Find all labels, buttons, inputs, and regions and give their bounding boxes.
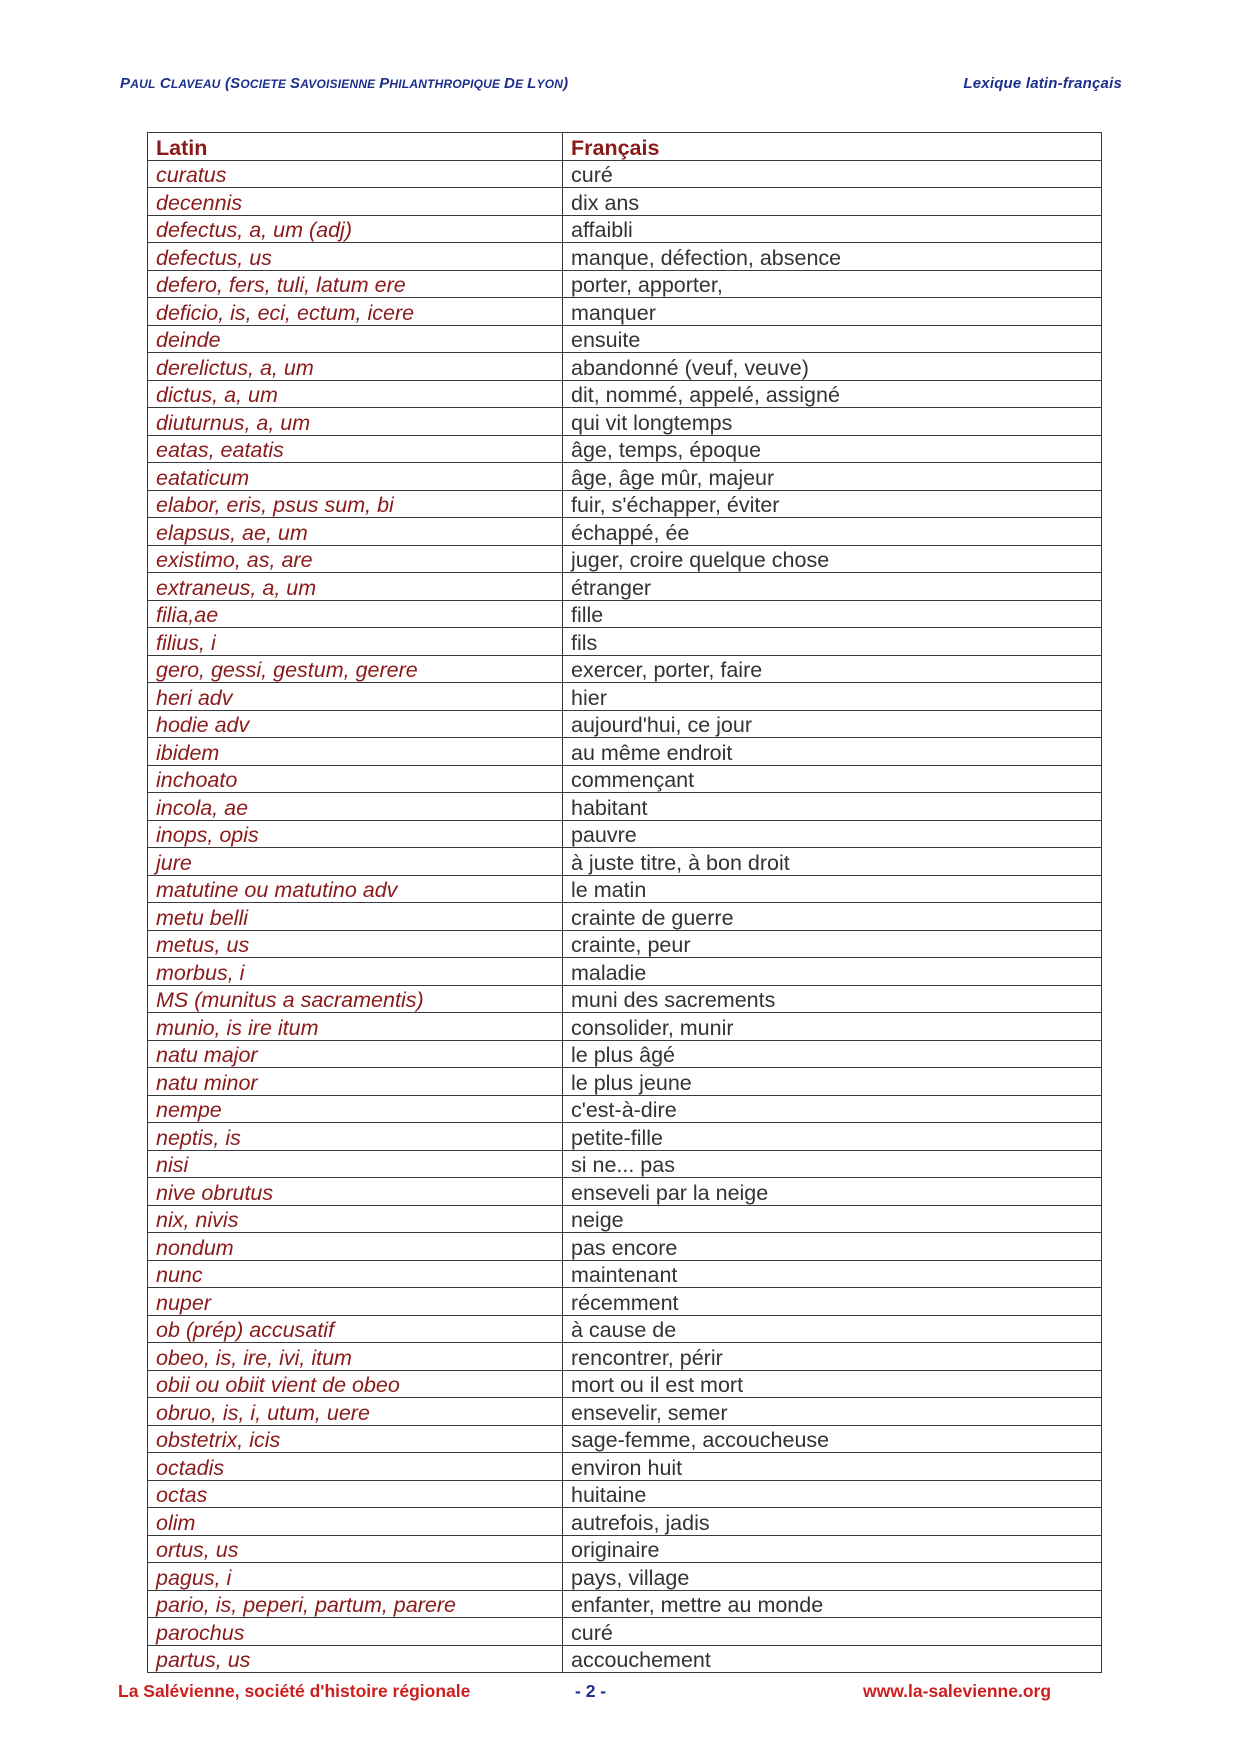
french-translation: curé <box>563 1618 1102 1646</box>
french-translation: fuir, s'échapper, éviter <box>563 490 1102 518</box>
header-document-title: Lexique latin-français <box>963 75 1122 92</box>
latin-term: parochus <box>148 1618 563 1646</box>
french-translation: ensuite <box>563 325 1102 353</box>
footer-page-number: - 2 - <box>575 1681 607 1701</box>
latin-term: obstetrix, icis <box>148 1425 563 1453</box>
header-organization: SOCIETE SAVOISIENNE PHILANTHROPIQUE DE LYON <box>230 75 564 92</box>
header-author: PAUL CLAVEAU <box>120 75 221 92</box>
latin-term: obeo, is, ire, ivi, itum <box>148 1343 563 1371</box>
french-translation: ensevelir, semer <box>563 1398 1102 1426</box>
latin-term: metus, us <box>148 930 563 958</box>
latin-term: obruo, is, i, utum, uere <box>148 1398 563 1426</box>
latin-term: ortus, us <box>148 1535 563 1563</box>
table-row <box>148 1123 1102 1151</box>
latin-term: partus, us <box>148 1645 563 1673</box>
french-translation: huitaine <box>563 1480 1102 1508</box>
table-row <box>148 1480 1102 1508</box>
french-translation: autrefois, jadis <box>563 1508 1102 1536</box>
table-row <box>148 298 1102 326</box>
french-translation: manque, défection, absence <box>563 243 1102 271</box>
table-row <box>148 1150 1102 1178</box>
table-row <box>148 325 1102 353</box>
french-translation: affaibli <box>563 215 1102 243</box>
latin-term: extraneus, a, um <box>148 573 563 601</box>
latin-term: nempe <box>148 1095 563 1123</box>
latin-term: eataticum <box>148 463 563 491</box>
table-row <box>148 655 1102 683</box>
french-translation: sage-femme, accoucheuse <box>563 1425 1102 1453</box>
french-translation: au même endroit <box>563 738 1102 766</box>
table-row <box>148 1398 1102 1426</box>
table-row <box>148 930 1102 958</box>
latin-term: metu belli <box>148 903 563 931</box>
table-row <box>148 1315 1102 1343</box>
french-translation: enseveli par la neige <box>563 1178 1102 1206</box>
table-header-row <box>148 133 1102 161</box>
table-row <box>148 573 1102 601</box>
latin-term: ibidem <box>148 738 563 766</box>
latin-term: elabor, eris, psus sum, bi <box>148 490 563 518</box>
french-translation: curé <box>563 160 1102 188</box>
table-row <box>148 820 1102 848</box>
french-translation: habitant <box>563 793 1102 821</box>
french-translation: le plus jeune <box>563 1068 1102 1096</box>
table-row <box>148 1508 1102 1536</box>
latin-term: defectus, a, um (adj) <box>148 215 563 243</box>
latin-term: neptis, is <box>148 1123 563 1151</box>
latin-term: nisi <box>148 1150 563 1178</box>
table-row <box>148 1013 1102 1041</box>
latin-term: munio, is ire itum <box>148 1013 563 1041</box>
table-row <box>148 848 1102 876</box>
latin-term: natu minor <box>148 1068 563 1096</box>
latin-term: eatas, eatatis <box>148 435 563 463</box>
french-translation: pauvre <box>563 820 1102 848</box>
latin-term: inops, opis <box>148 820 563 848</box>
french-translation: dit, nommé, appelé, assigné <box>563 380 1102 408</box>
table-row <box>148 1563 1102 1591</box>
french-translation: âge, âge mûr, majeur <box>563 463 1102 491</box>
table-row <box>148 1645 1102 1673</box>
table-row <box>148 1095 1102 1123</box>
french-translation: crainte de guerre <box>563 903 1102 931</box>
french-translation: pays, village <box>563 1563 1102 1591</box>
lexicon-table-body <box>148 160 1102 1673</box>
footer-website-link[interactable]: www.la-salevienne.org <box>863 1681 1052 1701</box>
latin-term: matutine ou matutino adv <box>148 875 563 903</box>
table-row <box>148 793 1102 821</box>
french-translation: porter, apporter, <box>563 270 1102 298</box>
french-translation: crainte, peur <box>563 930 1102 958</box>
french-translation: commençant <box>563 765 1102 793</box>
table-row <box>148 628 1102 656</box>
french-translation: c'est-à-dire <box>563 1095 1102 1123</box>
french-translation: consolider, munir <box>563 1013 1102 1041</box>
table-row <box>148 463 1102 491</box>
french-translation: juger, croire quelque chose <box>563 545 1102 573</box>
latin-term: pario, is, peperi, partum, parere <box>148 1590 563 1618</box>
latin-term: curatus <box>148 160 563 188</box>
table-row <box>148 160 1102 188</box>
table-row <box>148 408 1102 436</box>
table-row <box>148 490 1102 518</box>
table-row <box>148 1618 1102 1646</box>
table-row <box>148 243 1102 271</box>
table-row <box>148 215 1102 243</box>
table-row <box>148 518 1102 546</box>
french-translation: pas encore <box>563 1233 1102 1261</box>
latin-term: nix, nivis <box>148 1205 563 1233</box>
latin-term: heri adv <box>148 683 563 711</box>
latin-term: decennis <box>148 188 563 216</box>
french-translation: qui vit longtemps <box>563 408 1102 436</box>
french-translation: maladie <box>563 958 1102 986</box>
latin-term: nondum <box>148 1233 563 1261</box>
latin-term: jure <box>148 848 563 876</box>
french-translation: âge, temps, époque <box>563 435 1102 463</box>
french-translation: aujourd'hui, ce jour <box>563 710 1102 738</box>
french-translation: si ne... pas <box>563 1150 1102 1178</box>
latin-term: filia,ae <box>148 600 563 628</box>
latin-term: diuturnus, a, um <box>148 408 563 436</box>
latin-term: deficio, is, eci, ectum, icere <box>148 298 563 326</box>
french-translation: fille <box>563 600 1102 628</box>
latin-term: natu major <box>148 1040 563 1068</box>
latin-term: elapsus, ae, um <box>148 518 563 546</box>
latin-term: ob (prép) accusatif <box>148 1315 563 1343</box>
latin-term: deinde <box>148 325 563 353</box>
table-row <box>148 710 1102 738</box>
latin-term: pagus, i <box>148 1563 563 1591</box>
table-row <box>148 1040 1102 1068</box>
french-translation: petite-fille <box>563 1123 1102 1151</box>
french-translation: à cause de <box>563 1315 1102 1343</box>
table-row <box>148 1343 1102 1371</box>
table-row <box>148 1370 1102 1398</box>
latin-term: nive obrutus <box>148 1178 563 1206</box>
table-row <box>148 435 1102 463</box>
french-translation: muni des sacrements <box>563 985 1102 1013</box>
french-translation: mort ou il est mort <box>563 1370 1102 1398</box>
latin-term: filius, i <box>148 628 563 656</box>
column-header-francais: Français <box>563 133 1102 161</box>
table-row <box>148 1233 1102 1261</box>
latin-term: morbus, i <box>148 958 563 986</box>
table-row <box>148 1260 1102 1288</box>
table-row <box>148 1288 1102 1316</box>
latin-term: incola, ae <box>148 793 563 821</box>
french-translation: manquer <box>563 298 1102 326</box>
french-translation: hier <box>563 683 1102 711</box>
french-translation: le matin <box>563 875 1102 903</box>
french-translation: maintenant <box>563 1260 1102 1288</box>
table-row <box>148 683 1102 711</box>
french-translation: le plus âgé <box>563 1040 1102 1068</box>
table-row <box>148 738 1102 766</box>
french-translation: à juste titre, à bon droit <box>563 848 1102 876</box>
table-row <box>148 545 1102 573</box>
latin-term: obii ou obiit vient de obeo <box>148 1370 563 1398</box>
latin-term: gero, gessi, gestum, gerere <box>148 655 563 683</box>
latin-term: octas <box>148 1480 563 1508</box>
table-row <box>148 1535 1102 1563</box>
table-row <box>148 1068 1102 1096</box>
french-translation: fils <box>563 628 1102 656</box>
latin-term: inchoato <box>148 765 563 793</box>
header-paren-close: ) <box>563 75 569 92</box>
table-row <box>148 958 1102 986</box>
lexicon-table <box>147 132 1102 1673</box>
latin-term: octadis <box>148 1453 563 1481</box>
table-row <box>148 765 1102 793</box>
latin-term: derelictus, a, um <box>148 353 563 381</box>
french-translation: récemment <box>563 1288 1102 1316</box>
table-row <box>148 1205 1102 1233</box>
table-row <box>148 1453 1102 1481</box>
table-row <box>148 903 1102 931</box>
french-translation: abandonné (veuf, veuve) <box>563 353 1102 381</box>
latin-term: defectus, us <box>148 243 563 271</box>
column-header-latin: Latin <box>148 133 563 161</box>
latin-term: MS (munitus a sacramentis) <box>148 985 563 1013</box>
table-row <box>148 353 1102 381</box>
french-translation: échappé, ée <box>563 518 1102 546</box>
latin-term: existimo, as, are <box>148 545 563 573</box>
header-author-org <box>120 75 568 92</box>
french-translation: rencontrer, périr <box>563 1343 1102 1371</box>
french-translation: exercer, porter, faire <box>563 655 1102 683</box>
table-row <box>148 1178 1102 1206</box>
french-translation: environ huit <box>563 1453 1102 1481</box>
table-row <box>148 600 1102 628</box>
table-row <box>148 1425 1102 1453</box>
table-row <box>148 188 1102 216</box>
latin-term: hodie adv <box>148 710 563 738</box>
table-row <box>148 270 1102 298</box>
table-row <box>148 1590 1102 1618</box>
latin-term: defero, fers, tuli, latum ere <box>148 270 563 298</box>
latin-term: olim <box>148 1508 563 1536</box>
french-translation: enfanter, mettre au monde <box>563 1590 1102 1618</box>
latin-term: nunc <box>148 1260 563 1288</box>
table-row <box>148 985 1102 1013</box>
header-paren-open: ( <box>224 75 231 92</box>
french-translation: accouchement <box>563 1645 1102 1673</box>
latin-term: nuper <box>148 1288 563 1316</box>
footer-society: La Salévienne, société d'histoire régionale <box>118 1681 471 1701</box>
french-translation: neige <box>563 1205 1102 1233</box>
french-translation: dix ans <box>563 188 1102 216</box>
latin-term: dictus, a, um <box>148 380 563 408</box>
french-translation: étranger <box>563 573 1102 601</box>
table-row <box>148 875 1102 903</box>
french-translation: originaire <box>563 1535 1102 1563</box>
table-row <box>148 380 1102 408</box>
